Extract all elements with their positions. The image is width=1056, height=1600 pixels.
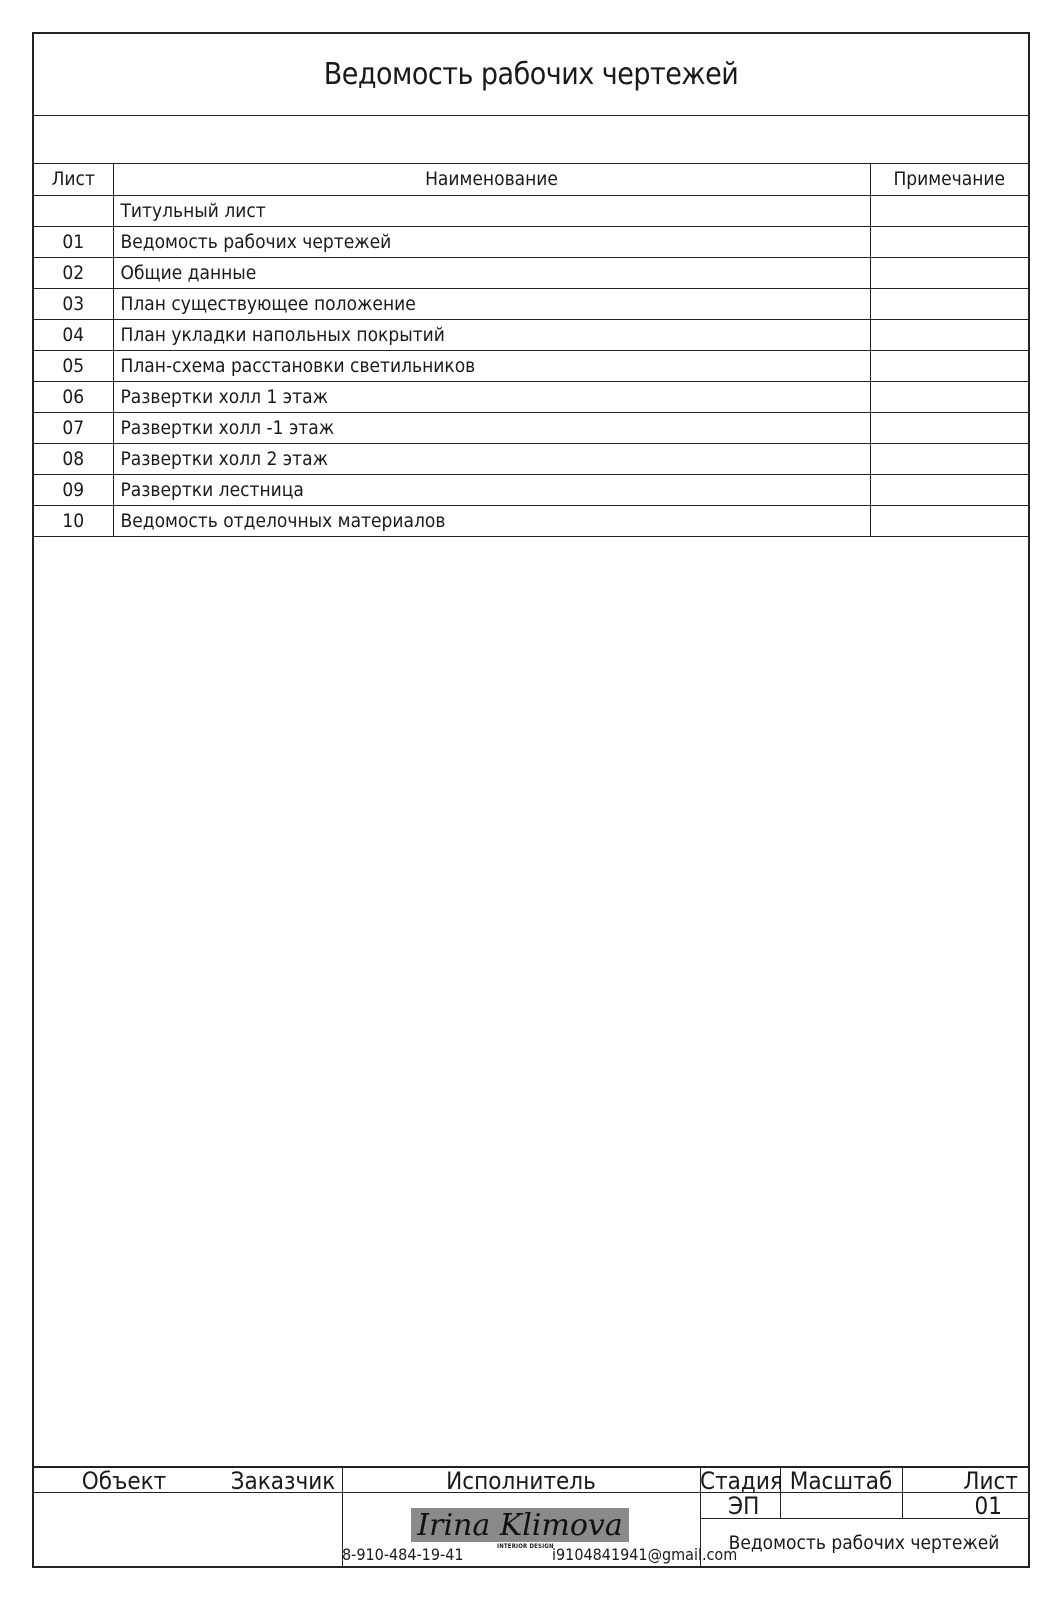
email-address: i9104841941@gmail.com <box>552 1545 738 1564</box>
row-name: Развертки лестница <box>113 474 870 505</box>
logo-text: Irina Klimova <box>417 1507 623 1543</box>
row-sheet-number: 03 <box>34 288 113 319</box>
row-name: Ведомость рабочих чертежей <box>113 226 870 257</box>
row-sheet-number: 02 <box>34 257 113 288</box>
sheet-label: Лист <box>963 1467 1018 1495</box>
table-row <box>34 381 1028 412</box>
drawing-frame <box>32 32 1030 1568</box>
scale-label: Масштаб <box>789 1467 893 1495</box>
row-name: Ведомость отделочных материалов <box>113 505 870 536</box>
row-note <box>870 195 1028 226</box>
row-sheet-number: 07 <box>34 412 113 443</box>
row-sheet-number: 01 <box>34 226 113 257</box>
phone-number: 8-910-484-19-41 <box>342 1545 464 1564</box>
row-name: Титульный лист <box>113 195 870 226</box>
header-note: Примечание <box>870 164 1028 195</box>
title-spacer-row <box>34 116 1028 164</box>
row-sheet-number <box>34 195 113 226</box>
scale-value <box>780 1493 902 1517</box>
row-sheet-number: 05 <box>34 350 113 381</box>
row-note <box>870 505 1028 536</box>
stage-value: ЭП <box>728 1492 760 1520</box>
table-row <box>34 505 1028 536</box>
row-note <box>870 381 1028 412</box>
stage-label: Стадия <box>700 1467 783 1495</box>
row-sheet-number: 08 <box>34 443 113 474</box>
table-header-row <box>34 164 1028 195</box>
row-note <box>870 443 1028 474</box>
table-row <box>34 226 1028 257</box>
row-note <box>870 319 1028 350</box>
header-name: Наименование <box>113 164 870 195</box>
header-sheet: Лист <box>34 164 113 195</box>
row-name: Развертки холл -1 этаж <box>113 412 870 443</box>
row-name: План-схема расстановки светильников <box>113 350 870 381</box>
table-row <box>34 195 1028 226</box>
customer-label: Заказчик <box>230 1467 336 1495</box>
table-row <box>34 257 1028 288</box>
page-title: Ведомость рабочих чертежей <box>34 34 1028 116</box>
row-note <box>870 257 1028 288</box>
table-row <box>34 350 1028 381</box>
row-sheet-number: 10 <box>34 505 113 536</box>
row-note <box>870 350 1028 381</box>
row-sheet-number: 04 <box>34 319 113 350</box>
row-note <box>870 474 1028 505</box>
table-row <box>34 288 1028 319</box>
row-sheet-number: 06 <box>34 381 113 412</box>
logo-subtitle: INTERIOR DESIGN <box>497 1543 554 1550</box>
row-name: Развертки холл 2 этаж <box>113 443 870 474</box>
sheets-table <box>34 164 1028 537</box>
row-name: План укладки напольных покрытий <box>113 319 870 350</box>
sheet-value: 01 <box>974 1492 1002 1520</box>
row-name: План существующее положение <box>113 288 870 319</box>
company-logo <box>411 1508 629 1542</box>
table-row <box>34 474 1028 505</box>
table-row <box>34 319 1028 350</box>
row-note <box>870 226 1028 257</box>
row-name: Общие данные <box>113 257 870 288</box>
executor-label: Исполнитель <box>446 1467 596 1495</box>
table-row <box>34 412 1028 443</box>
row-note <box>870 288 1028 319</box>
object-label: Объект <box>81 1467 167 1495</box>
row-name: Развертки холл 1 этаж <box>113 381 870 412</box>
row-note <box>870 412 1028 443</box>
drawing-name: Ведомость рабочих чертежей <box>728 1532 1000 1554</box>
title-block <box>34 1466 1028 1566</box>
row-sheet-number: 09 <box>34 474 113 505</box>
table-row <box>34 443 1028 474</box>
